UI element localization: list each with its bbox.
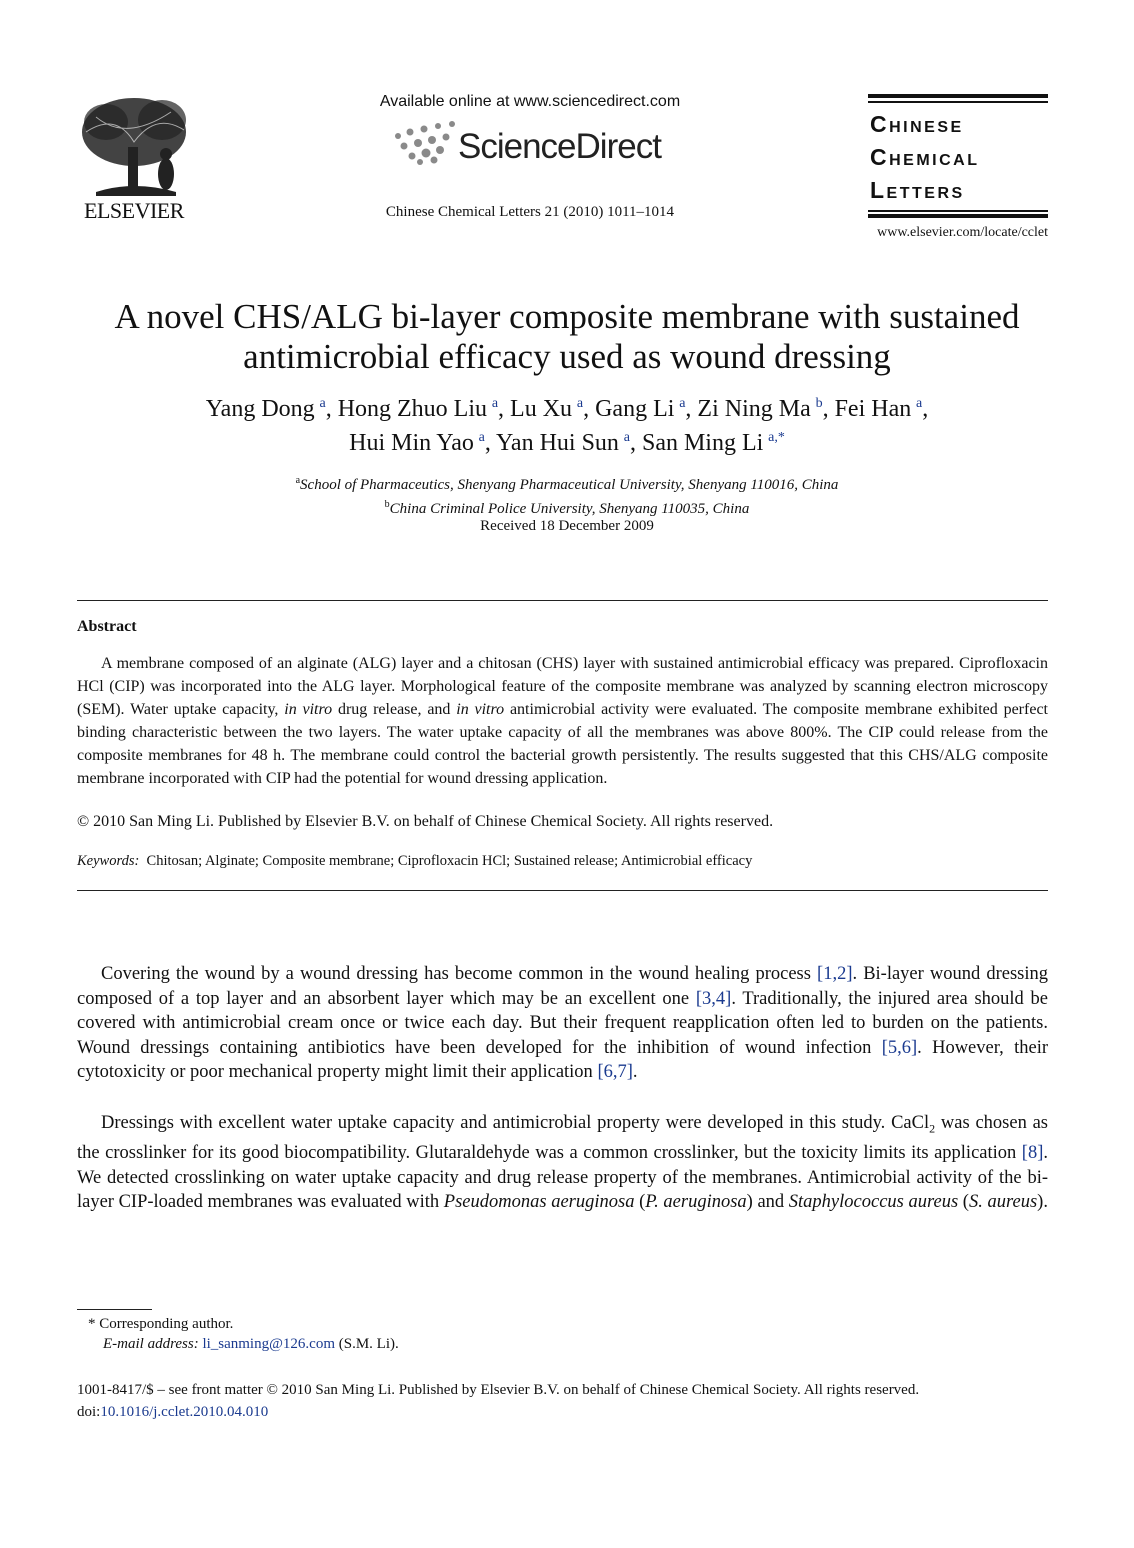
affiliation-link[interactable]: a,*	[768, 430, 785, 445]
publisher-name: ELSEVIER	[84, 198, 184, 223]
reference-link[interactable]: [3,4]	[695, 988, 732, 1009]
reference-link[interactable]: [1,2]	[817, 964, 853, 984]
abstract-copyright: © 2010 San Ming Li. Published by Elsevier B.V. on behalf of Chinese Chemical Society. All rights reserved.	[77, 813, 774, 830]
body-paragraph: Dressings with excellent water uptake capacity and antimicrobial property were developed in this study. CaCl$_2$ was chosen as the crosslinker for its good biocompatibility. Glutaraldehyde was a common crosslinker, but the toxicity limits its application [8]. We detected crosslinking on water uptake capacity and drug release property of the membranes. Antimicrobial activity of the bi-layer CIP-loaded membranes was evaluated with Pseudomonas aeruginosa (P. aeruginosa) and Staphylococcus aureus (S. aureus).	[77, 1113, 1048, 1213]
affiliation-link[interactable]: a	[623, 430, 630, 445]
journal-logo	[868, 94, 1048, 220]
email-link[interactable]: li_sanming@126.com	[202, 1336, 335, 1352]
affiliation-link[interactable]: a	[319, 396, 326, 411]
affiliation-link[interactable]: a	[478, 430, 485, 445]
footnote-divider	[77, 1309, 152, 1310]
doi-link[interactable]: 10.1016/j.cclet.2010.04.010	[100, 1404, 269, 1420]
journal-logo-text: Chinese Chemical Letters	[870, 111, 980, 203]
affiliation-link[interactable]: b	[815, 396, 823, 411]
body-paragraph: Covering the wound by a wound dressing has become common in the wound healing process [1,2]. Bi-layer wound dressing composed of a top layer and an absorbent layer which may be an excellent one [3,4]. Traditionally, the injured area should be covered with antimicrobial cream once or twice each day. But their frequent reapplication often led to burden on the patients. Wound dressings containing antibiotics have been developed for the inhibition of wound infection [5,6]. However, their cytotoxicity or poor mechanical property might limit their application [6,7].	[77, 964, 1048, 1083]
article-title: A novel CHS/ALG bi-layer composite membrane with sustained antimicrobial efficacy used as wound dressing	[114, 297, 1020, 376]
author-name: Yang Dong	[205, 396, 315, 422]
author-name: Yan Hui Sun	[496, 430, 619, 456]
divider	[77, 890, 1048, 891]
author-name: Hong Zhuo Liu	[337, 396, 488, 422]
affiliation-link[interactable]: a	[679, 396, 686, 411]
author-name: Hui Min Yao	[349, 430, 474, 456]
affiliation-link[interactable]: a	[916, 396, 923, 411]
affiliation-b: China Criminal Police University, Shenyang 110035, China	[389, 501, 750, 517]
journal-citation: Chinese Chemical Letters 21 (2010) 1011–1014	[385, 204, 675, 220]
abstract-heading: Abstract	[77, 618, 137, 635]
affiliation-a: School of Pharmaceutics, Shenyang Pharmaceutical University, Shenyang 110016, China	[300, 477, 839, 493]
email-footnote: E-mail address: li_sanming@126.com (S.M. Li).	[103, 1336, 399, 1352]
reference-link[interactable]: [5,6]	[881, 1037, 918, 1058]
divider	[77, 600, 1048, 601]
corresponding-author-note: * Corresponding author.	[88, 1316, 234, 1332]
sciencedirect-logo-text: ScienceDirect	[458, 127, 661, 166]
reference-link[interactable]: [8]	[1021, 1143, 1044, 1164]
affiliation-link[interactable]: a	[491, 396, 499, 411]
issn-line: 1001-8417/$ – see front matter © 2010 San Ming Li. Published by Elsevier B.V. on behalf of Chinese Chemical Society. All rights reserved.	[77, 1382, 920, 1398]
available-online-text[interactable]: Available online at www.sciencedirect.com	[379, 93, 681, 110]
author-name: San Ming Li	[641, 430, 764, 456]
reference-link[interactable]: [6,7]	[597, 1062, 633, 1083]
sciencedirect-dots-icon	[390, 120, 460, 166]
received-date: Received 18 December 2009	[480, 518, 654, 534]
author-name: Lu Xu	[510, 396, 573, 422]
author-name: Fei Han	[834, 396, 912, 422]
doi-line: doi:10.1016/j.cclet.2010.04.010	[77, 1404, 269, 1420]
author-name: Zi Ning Ma	[697, 396, 811, 422]
abstract-text: A membrane composed of an alginate (ALG) layer and a chitosan (CHS) layer with sustained antimicrobial efficacy was prepared. Ciprofloxacin HCl (CIP) was incorporated into the ALG layer. Morphological feature of the composite membrane was analyzed by scanning electron microscopy (SEM). Water uptake capacity, in vitro drug release, and in vitro antimicrobial activity were evaluated. The composite membrane exhibited perfect binding characteristic between the two layers. The water uptake capacity of all the membranes was above 800%. The CIP could release from the composite membranes for 48 h. The membrane could control the bacterial growth persistently. The results suggested that this CHS/ALG composite membrane incorporated with CIP had the potential for wound dressing application.	[77, 655, 1048, 787]
affiliations: $^a$School of Pharmaceutics, Shenyang Pharmaceutical University, Shenyang 110016, China $^b$China Criminal Police University, Shenyang 110035, China	[295, 475, 839, 517]
journal-url[interactable]: www.elsevier.com/locate/cclet	[877, 225, 1048, 240]
author-name: Gang Li	[595, 396, 675, 422]
affiliation-link[interactable]: a	[576, 396, 584, 411]
keywords: Keywords: Chitosan; Alginate; Composite membrane; Ciprofloxacin HCl; Sustained release; Antimicrobial efficacy	[77, 853, 753, 869]
author-list: Yang Dong $^a$, Hong Zhuo Liu $^a$, Lu Xu $^a$, Gang Li $^a$, Zi Ning Ma $^b$, Fei Han $^a$, Hui Min Yao $^a$, Yan Hui Sun $^a$, San Ming Li $^{a,*}$	[205, 396, 929, 456]
